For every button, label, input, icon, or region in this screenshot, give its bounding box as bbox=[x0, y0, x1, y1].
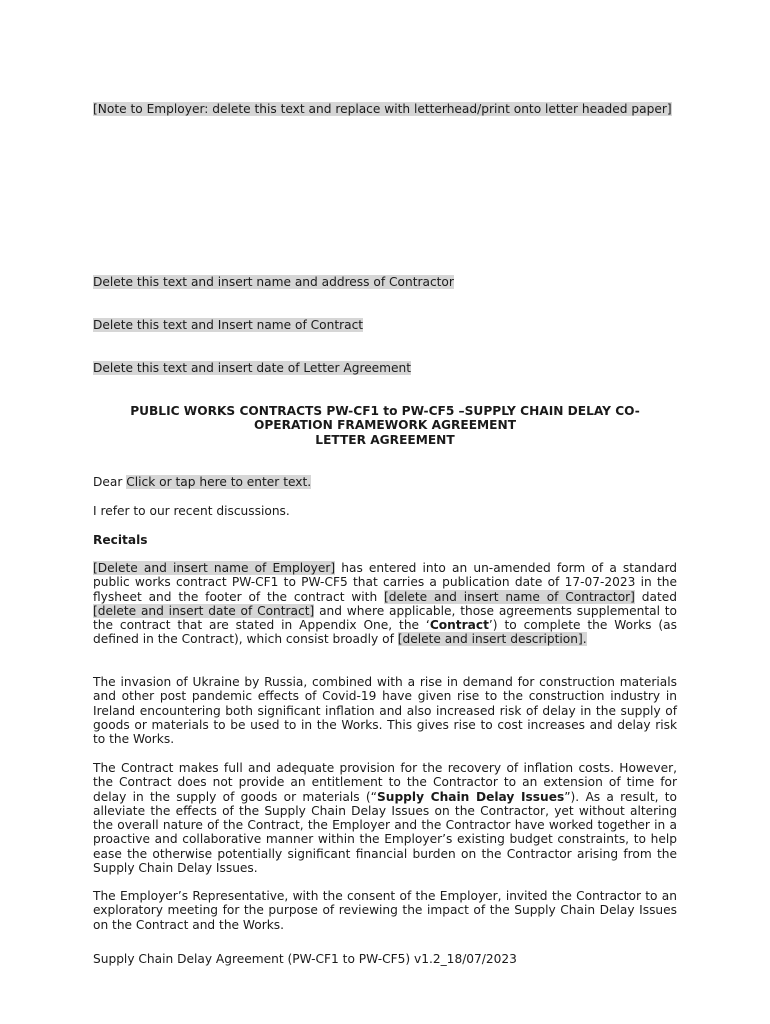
salutation-prefix: Dear bbox=[93, 475, 127, 489]
footer-text: Supply Chain Delay Agreement (PW-CF1 to PW-CF5) v1.2_18/07/2023 bbox=[93, 952, 517, 966]
document-title bbox=[93, 404, 677, 447]
contractor-name-field[interactable]: [delete and insert name of Contractor] bbox=[384, 589, 635, 604]
intro-paragraph bbox=[93, 504, 677, 518]
letter-date-placeholder bbox=[93, 361, 677, 375]
letter-date-field[interactable]: Delete this text and insert date of Letter Agreement bbox=[93, 361, 412, 375]
salutation bbox=[93, 475, 677, 489]
para4-text: The Employer’s Representative, with the consent of the Employer, invited the Contractor to an exploratory meeting for the purpose of reviewing the impact of the Supply Chain Delay Issues on the Contract and the Works. bbox=[93, 889, 677, 932]
contract-date-field[interactable]: [delete and insert date of Contract] bbox=[93, 603, 315, 618]
supply-chain-term: Supply Chain Delay Issues bbox=[376, 789, 565, 804]
salutation-name-field[interactable]: Click or tap here to enter text. bbox=[126, 475, 312, 489]
para3-text-2: ”). As a result, to alleviate the effects of the Supply Chain Delay Issues on the Contractor, yet without altering the overall nature of the Contract, the Employer and the Contractor have worked together in a proactive and collaborative manner within the Employer’s existing budget constraints, to help ease the otherwise potentially significant financial burden on the Contractor arising from the Supply Chain Delay Issues. bbox=[93, 789, 678, 876]
employer-note-text[interactable]: [Note to Employer: delete this text and replace with letterhead/print onto letter headed paper] bbox=[93, 102, 672, 116]
para3-text-1: The Contract makes full and adequate provision for the recovery of inflation costs. However, the Contract does not provide an entitlement to the Contractor to an extension of time for delay in the supply of goods or materials (“ bbox=[93, 761, 677, 804]
recitals-heading: Recitals bbox=[93, 533, 148, 547]
contractor-address-placeholder bbox=[93, 275, 677, 289]
contract-term: Contract bbox=[429, 618, 489, 633]
employer-note bbox=[93, 102, 677, 116]
contract-name-field[interactable]: Delete this text and Insert name of Contract bbox=[93, 318, 364, 332]
recital-paragraph-4 bbox=[93, 889, 677, 932]
title-line-2: OPERATION FRAMEWORK AGREEMENT bbox=[253, 418, 517, 433]
title-line-1: PUBLIC WORKS CONTRACTS PW-CF1 to PW-CF5 –SUPPLY CHAIN DELAY CO- bbox=[130, 404, 640, 418]
recital-paragraph-1 bbox=[93, 561, 677, 647]
recital-paragraph-2 bbox=[93, 675, 677, 746]
para1-text-1: has entered into an un-amended form of a standard public works contract PW-CF1 to PW-CF5 that carries a publication date of 17-07-2023 in the flysheet and the footer of the contract with bbox=[93, 561, 677, 604]
contract-name-placeholder bbox=[93, 318, 677, 332]
recital-paragraph-3 bbox=[93, 761, 677, 875]
intro-text: I refer to our recent discussions. bbox=[93, 504, 290, 518]
para1-text-3: and where applicable, those agreements supplemental to the contract that are stated in Appendix One, the ‘ bbox=[93, 603, 677, 633]
para2-text: The invasion of Ukraine by Russia, combined with a rise in demand for construction materials and other post pandemic effects of Covid-19 have given rise to the construction industry in Ireland encountering both significant inflation and also increased risk of delay in the supply of goods or materials to be used to in the Works. This gives rise to cost increases and delay risk to the Works. bbox=[93, 675, 677, 747]
description-field[interactable]: [delete and insert description]. bbox=[397, 632, 587, 647]
para1-text-4: ’) to complete the Works (as defined in the Contract), which consist broadly of bbox=[93, 618, 677, 647]
employer-name-field[interactable]: [Delete and insert name of Employer] bbox=[93, 561, 336, 575]
contractor-address-field[interactable]: Delete this text and insert name and address of Contractor bbox=[93, 275, 454, 289]
title-line-3: LETTER AGREEMENT bbox=[315, 432, 455, 447]
para1-text-2: dated bbox=[634, 589, 677, 604]
page-footer bbox=[93, 952, 677, 966]
